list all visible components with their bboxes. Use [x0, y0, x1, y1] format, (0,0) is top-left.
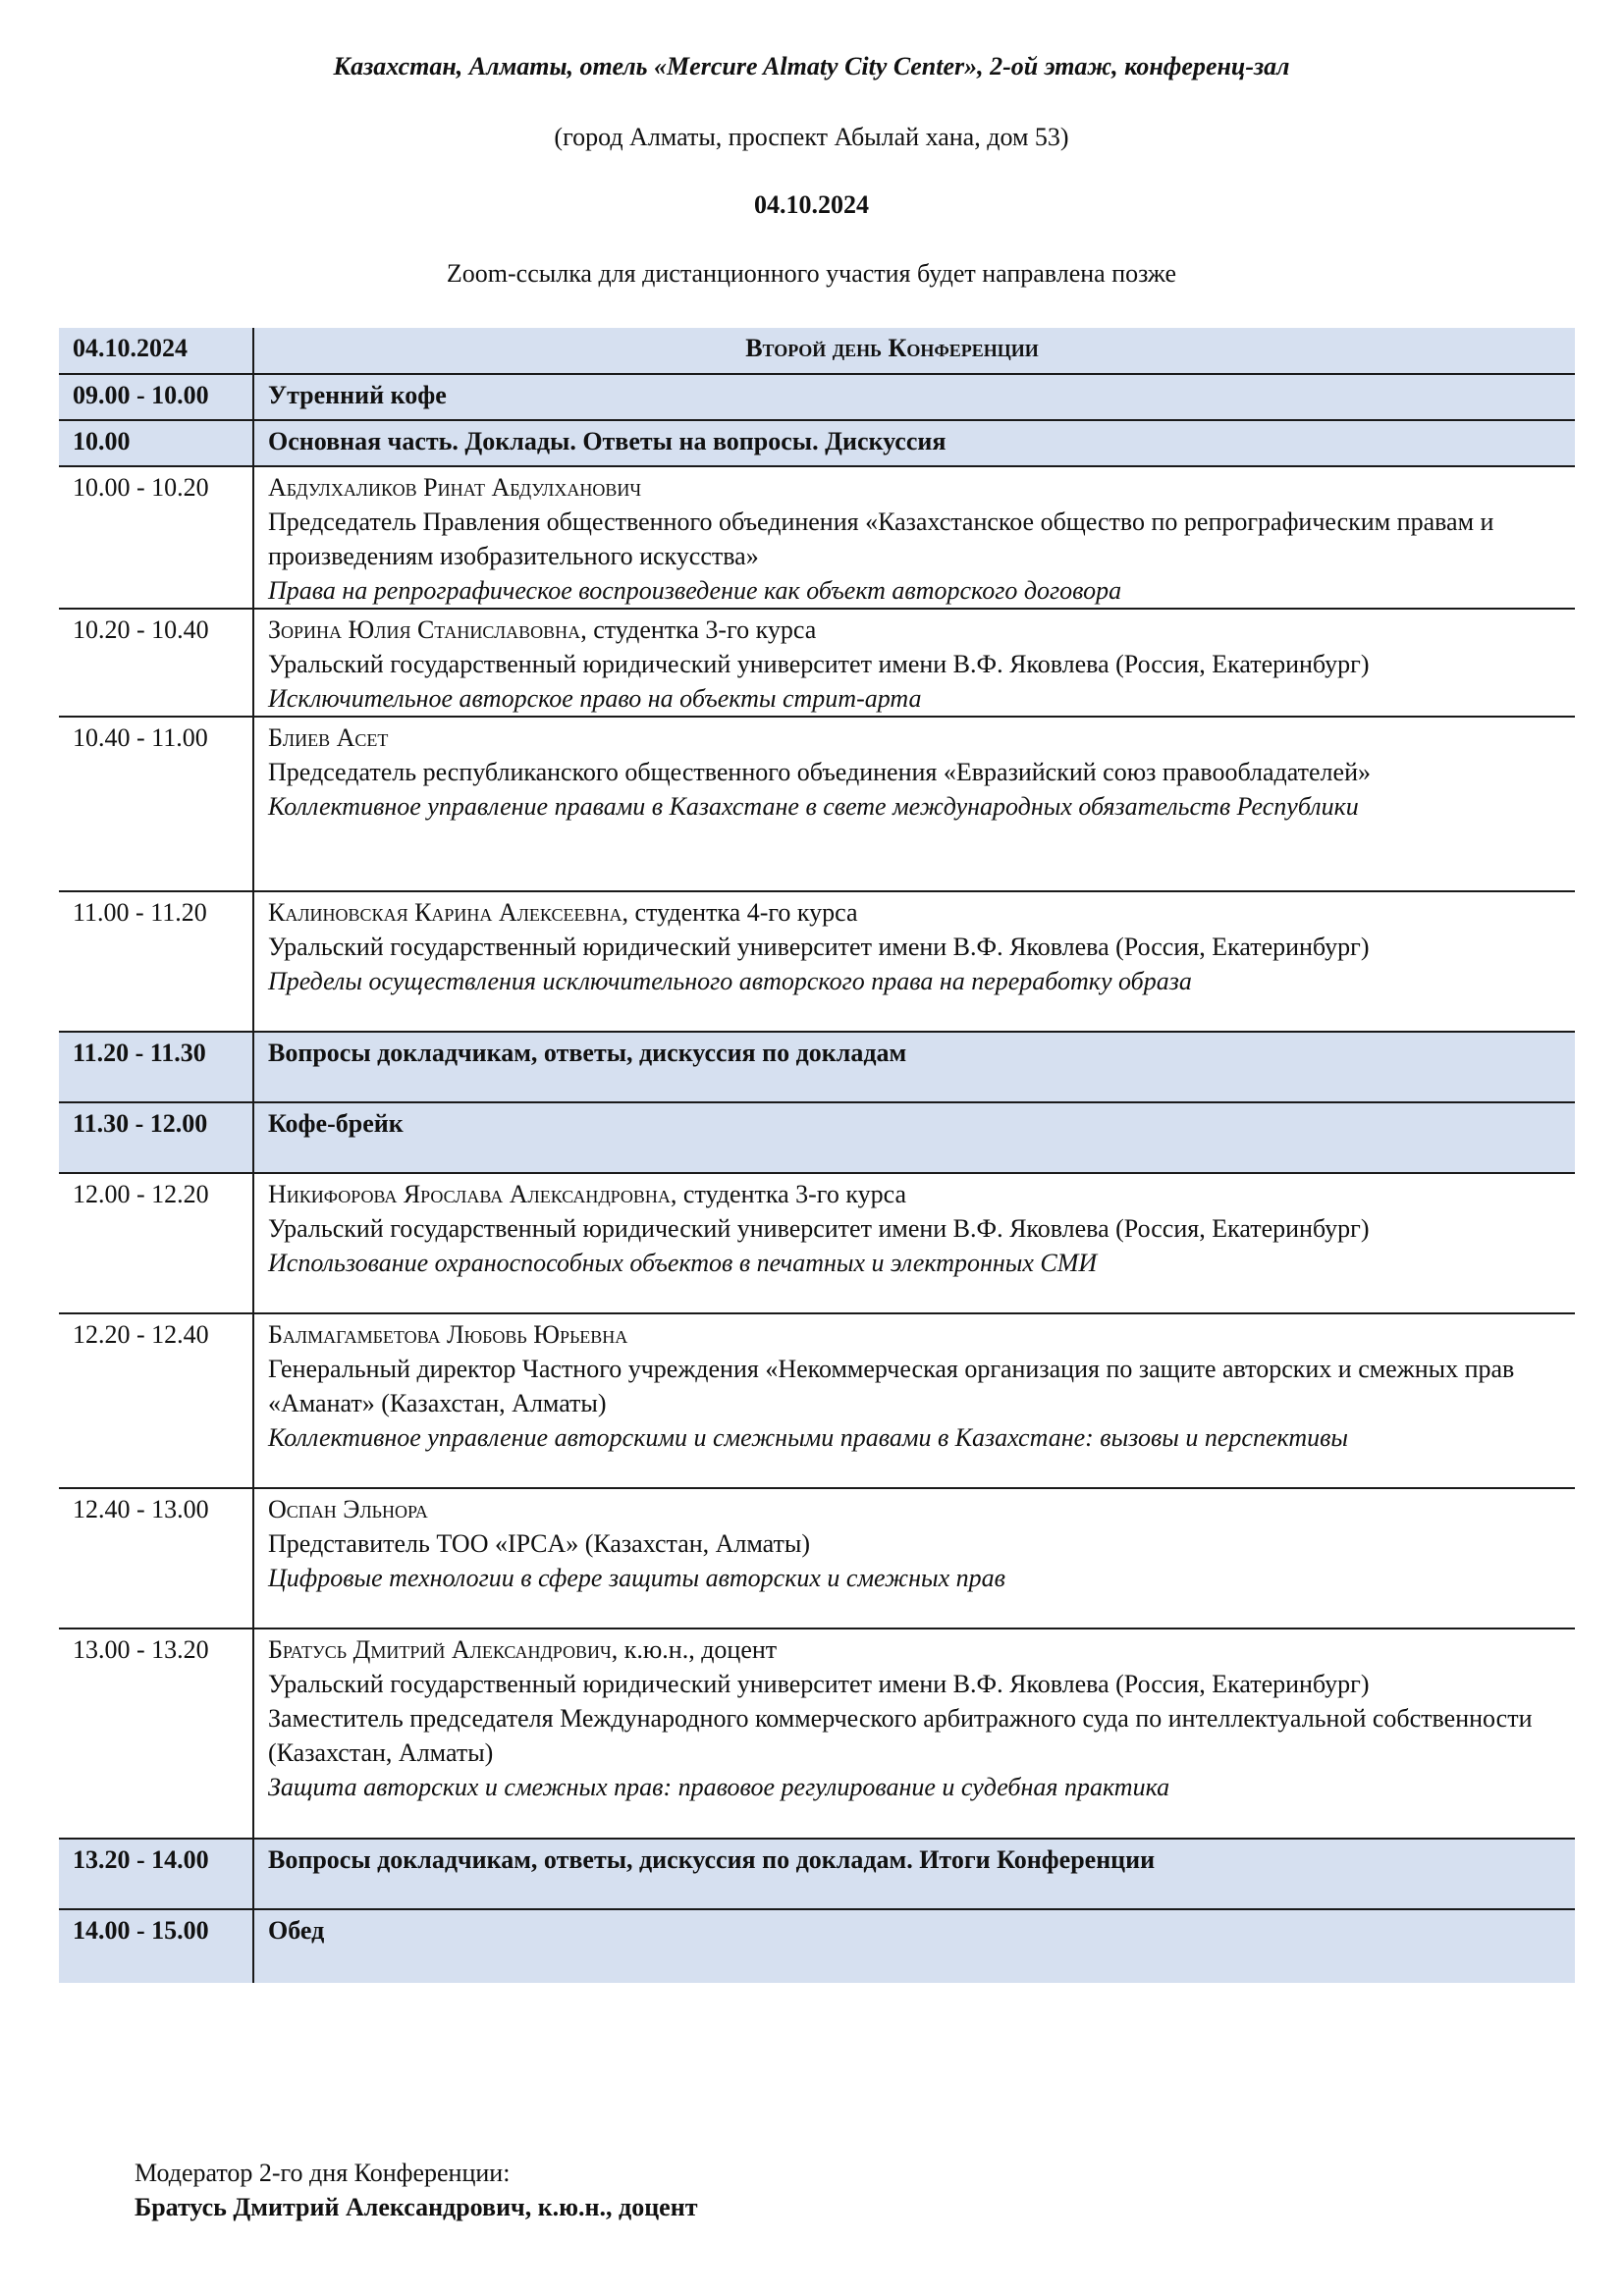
row-time: 11.00 - 11.20: [59, 891, 253, 1032]
speaker-affiliation: Уральский государственный юридический университет имени В.Ф. Яковлева (Россия, Екатеринбург): [268, 650, 1370, 678]
date-line: 04.10.2024: [754, 190, 869, 219]
table-row: [59, 1839, 1575, 1909]
talk-cell: [253, 1629, 1575, 1839]
day-date: 04.10.2024: [59, 328, 253, 374]
speaker-suffix: , студентка 3-го курса: [580, 615, 817, 644]
talk-cell: [253, 609, 1575, 717]
speaker-suffix: , к.ю.н., доцент: [611, 1635, 778, 1664]
talk-cell: [253, 891, 1575, 1032]
table-row: [59, 609, 1575, 717]
table-row: [59, 1102, 1575, 1173]
talk-cell: [253, 1173, 1575, 1313]
speaker-name: Оспан Эльнора: [268, 1495, 428, 1523]
moderator-label: Модератор 2-го дня Конференции:: [135, 2159, 511, 2187]
speaker-affiliation: Генеральный директор Частного учреждения «Некоммерческая организация по защите авторских и смежных прав «Аманат» (Казахстан, Алматы): [268, 1355, 1515, 1417]
table-row: [59, 420, 1575, 466]
schedule-table: [59, 328, 1575, 1983]
talk-topic: Пределы осуществления исключительного авторского права на переработку образа: [268, 967, 1192, 995]
table-row: [59, 1488, 1575, 1629]
speaker-suffix: , студентка 4-го курса: [622, 898, 858, 927]
speaker-name: Калиновская Карина Алексеевна: [268, 898, 622, 927]
table-row: [59, 1629, 1575, 1839]
talk-cell: [253, 466, 1575, 609]
address-line: (город Алматы, проспект Абылай хана, дом 53): [554, 123, 1069, 151]
speaker-affiliation-2: Заместитель председателя Международного коммерческого арбитражного суда по интеллектуальной собственности (Казахстан, Алматы): [268, 1704, 1533, 1767]
table-row: [59, 1909, 1575, 1983]
table-header-row: [59, 328, 1575, 374]
row-time: 11.30 - 12.00: [59, 1102, 253, 1173]
speaker-name: Зорина Юлия Станиславовна: [268, 615, 581, 644]
talk-topic: Права на репрографическое воспроизведение как объект авторского договора: [268, 576, 1122, 605]
speaker-name: Никифорова Ярослава Александровна: [268, 1180, 671, 1208]
talk-topic: Использование охраноспособных объектов в печатных и электронных СМИ: [268, 1249, 1098, 1277]
speaker-affiliation: Председатель Правления общественного объединения «Казахстанское общество по репрографическим правам и произведениям изобразительного искусства»: [268, 507, 1494, 570]
row-time: 12.00 - 12.20: [59, 1173, 253, 1313]
speaker-affiliation: Уральский государственный юридический университет имени В.Ф. Яковлева (Россия, Екатеринбург): [268, 1670, 1370, 1698]
talk-topic: Защита авторских и смежных прав: правовое регулирование и судебная практика: [268, 1773, 1170, 1801]
row-time: 10.20 - 10.40: [59, 609, 253, 717]
row-time: 13.20 - 14.00: [59, 1839, 253, 1909]
talk-cell: [253, 1313, 1575, 1488]
row-title: Кофе-брейк: [253, 1102, 1575, 1173]
talk-topic: Исключительное авторское право на объекты стрит-арта: [268, 684, 922, 713]
speaker-name: Братусь Дмитрий Александрович: [268, 1635, 612, 1664]
table-row: [59, 1173, 1575, 1313]
row-time: 10.40 - 11.00: [59, 717, 253, 891]
row-time: 14.00 - 15.00: [59, 1909, 253, 1983]
table-row: [59, 1032, 1575, 1102]
speaker-affiliation: Представитель ТОО «IPCA» (Казахстан, Алматы): [268, 1529, 811, 1558]
row-time: 11.20 - 11.30: [59, 1032, 253, 1102]
speaker-name: Блиев Асет: [268, 723, 389, 752]
table-row: [59, 717, 1575, 891]
row-title: Основная часть. Доклады. Ответы на вопросы. Дискуссия: [253, 420, 1575, 466]
speaker-suffix: , студентка 3-го курса: [670, 1180, 906, 1208]
table-row: [59, 891, 1575, 1032]
day-title-text: Второй день Конференции: [745, 334, 1039, 362]
row-time: 10.00 - 10.20: [59, 466, 253, 609]
row-time: 09.00 - 10.00: [59, 374, 253, 420]
row-time: 13.00 - 13.20: [59, 1629, 253, 1839]
moderator-name: Братусь Дмитрий Александрович, к.ю.н., доцент: [135, 2193, 698, 2221]
speaker-name: Абдулхаликов Ринат Абдулханович: [268, 473, 642, 502]
table-row: [59, 466, 1575, 609]
row-title: Утренний кофе: [253, 374, 1575, 420]
row-time: 12.20 - 12.40: [59, 1313, 253, 1488]
talk-topic: Коллективное управление авторскими и смежными правами в Казахстане: вызовы и перспективы: [268, 1423, 1348, 1452]
talk-topic: Коллективное управление правами в Казахстане в свете международных обязательств Республики: [268, 792, 1359, 821]
speaker-affiliation: Уральский государственный юридический университет имени В.Ф. Яковлева (Россия, Екатеринбург): [268, 1214, 1370, 1243]
talk-cell: [253, 1488, 1575, 1629]
day-title: [253, 328, 1575, 374]
speaker-name: Балмагамбетова Любовь Юрьевна: [268, 1320, 628, 1349]
zoom-note: Zoom-ссылка для дистанционного участия будет направлена позже: [446, 259, 1177, 288]
speaker-affiliation: Уральский государственный юридический университет имени В.Ф. Яковлева (Россия, Екатеринбург): [268, 933, 1370, 961]
moderator-block: [135, 2156, 697, 2224]
row-title: Обед: [253, 1909, 1575, 1983]
table-row: [59, 374, 1575, 420]
row-title: Вопросы докладчикам, ответы, дискуссия по докладам: [253, 1032, 1575, 1102]
venue-line: Казахстан, Алматы, отель «Mercure Almaty City Center», 2-ой этаж, конференц-зал: [333, 52, 1290, 80]
talk-topic: Цифровые технологии в сфере защиты авторских и смежных прав: [268, 1564, 1005, 1592]
table-row: [59, 1313, 1575, 1488]
talk-cell: [253, 717, 1575, 891]
row-time: 12.40 - 13.00: [59, 1488, 253, 1629]
row-time: 10.00: [59, 420, 253, 466]
speaker-affiliation: Председатель республиканского общественного объединения «Евразийский союз правообладателей»: [268, 758, 1371, 786]
row-title: Вопросы докладчикам, ответы, дискуссия по докладам. Итоги Конференции: [253, 1839, 1575, 1909]
